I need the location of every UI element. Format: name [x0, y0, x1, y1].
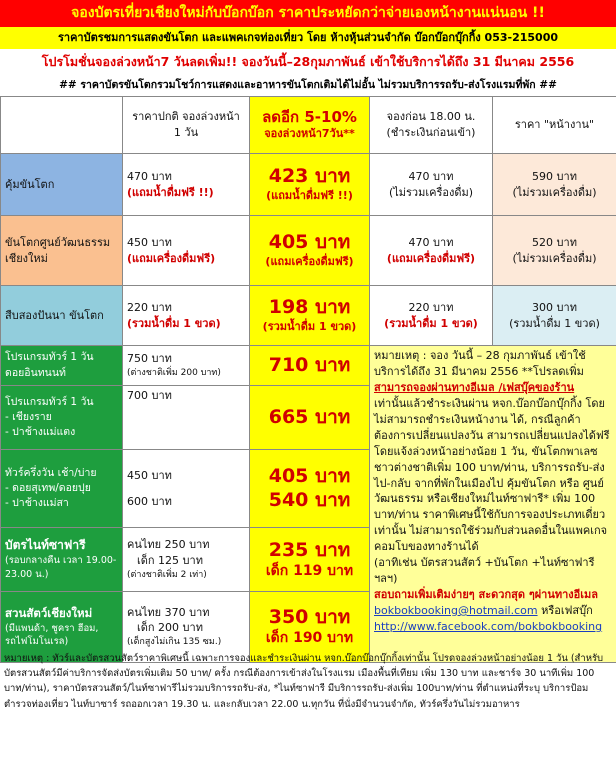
safari-promo-child: เด็ก 119 บาท: [265, 562, 354, 579]
row-promo: [250, 154, 370, 216]
email-link[interactable]: bokbokbooking@hotmail.com: [374, 604, 538, 617]
row-promo: [250, 286, 370, 346]
zoo-note: (เด็กสูงไม่เกิน 135 ซม.): [127, 637, 222, 648]
note-p5: สอบถามเพิ่มเติมง่ายๆ สะดวกสุด ๆผ่านทางอีเมล: [374, 588, 599, 602]
tour-name: [1, 450, 123, 528]
tour-normal-price: 750 บาท: [127, 352, 172, 365]
tour-name: [1, 386, 123, 450]
row-normal: [123, 154, 250, 216]
zoo-promo-child: เด็ก 190 บาท: [265, 630, 354, 647]
promo-price: 198 บาท: [268, 295, 351, 318]
tour-name-line2: - ดอยสุเทพ/ดอยปุย: [5, 481, 91, 494]
normal-price: 220 บาท: [127, 300, 172, 314]
table-header-row: [1, 97, 616, 154]
tour-promo-price: 405 บาท: [268, 464, 351, 487]
row-night: [370, 286, 493, 346]
tour-normal-price-2: 600 บาท: [127, 494, 172, 508]
table-row: [1, 286, 616, 346]
gate-price: 300 บาท: [532, 300, 577, 314]
safari-normal: [123, 528, 250, 592]
note-p3: เท่านั้นแล้วชำระเงินผ่าน หจก.บ๊อกบ๊อกบุ๊กกิ้ง โดย ไม่สามารถชำระเงินหน้างาน ได้, กรณีลูกค้าต้องการเปลี่ยนแปลงวัน สามารถเปลี่ยนแปลงได้ฟรี โดยแจ้งล่วงหน้าอย่างน้อย 1 วัน, ขันโตกพาเลซ ชาวต่างชาติเพิ่ม 100 บาท/ท่าน, บริการรถรับ-ส่ง ไป-กลับ จากที่พักในเมืองไป คุ้มขันโตก หรือ ศูนย์วัฒนธรรม หรือเชียงใหม่ไนท์ซาฟารี* เพิ่ม 100 บาท/ท่าน ราคาพิเศษนี้ใช้กับการจองประเภทเดี่ยวเท่านั้น ไม่สามารถใช้ร่วมกับส่วนลดอื่นในแพคเกจคอมโบของทางร้านได้: [374, 396, 610, 554]
header-promo: [250, 97, 370, 154]
safari-promo: [250, 528, 370, 592]
facebook-link[interactable]: http://www.facebook.com/bokbokbooking: [374, 619, 603, 633]
safari-sub: (รอบกลางคืน เวลา 19.00-23.00 น.): [5, 555, 117, 581]
row-promo: [250, 216, 370, 286]
row-name: สืบสองปันนา ขันโตก: [1, 286, 123, 346]
header-gate: ราคา "หน้างาน": [493, 97, 616, 154]
tour-normal-price: 700 บาท: [127, 389, 172, 402]
tour-name-line3: - ปาช้างแม่แตง: [5, 426, 76, 439]
safari-name: [1, 528, 123, 592]
tour-promo: [250, 386, 370, 450]
normal-note: (รวมน้ำดื่ม 1 ขวด): [127, 316, 221, 330]
header-name: [1, 97, 123, 154]
tour-promo: [250, 450, 370, 528]
tour-name: [1, 346, 123, 386]
normal-price: 450 บาท: [127, 235, 172, 249]
tour-normal: [123, 386, 250, 450]
zoo-promo-price: 350 บาท: [268, 606, 351, 629]
table-row: [1, 154, 616, 216]
banner-company: ราคาบัตรชมการแสดงขันโตก และแพคเกจท่องเที่ยว โดย ห้างหุ้นส่วนจำกัด บ๊อกบ๊อกบุ๊กกิ้ง 053-215000: [0, 27, 616, 49]
price-table: [0, 96, 616, 663]
header-promo-line1: ลดอีก 5-10%: [262, 107, 357, 126]
tour-name-line1: โปรแกรมทัวร์ 1 วัน: [5, 395, 94, 408]
normal-note: (แถมเครื่องดื่มฟรี): [127, 251, 216, 265]
tour-promo-price: 665 บาท: [268, 405, 351, 428]
row-night: [370, 154, 493, 216]
row-name: ขันโตกศูนย์วัฒนธรรมเชียงใหม่: [1, 216, 123, 286]
row-normal: [123, 286, 250, 346]
zoo-title: สวนสัตว์เชียงใหม่: [5, 605, 93, 620]
promo-note: (แถมเครื่องดื่มฟรี): [265, 255, 354, 269]
night-price: 470 บาท: [408, 235, 454, 249]
normal-note: (แถมน้ำดื่มฟรี !!): [127, 185, 214, 199]
note-p2: สามารถจองผ่านทางอีเมล /เฟสบุ๊คของร้าน: [374, 380, 575, 394]
row-gate: [493, 216, 616, 286]
night-price: 470 บาท: [408, 169, 454, 183]
night-price: 220 บาท: [408, 300, 454, 314]
tour-promo-price: 710 บาท: [268, 353, 351, 376]
tour-name-line2: - เชียงราย: [5, 410, 52, 423]
footer-note: หมายเหตุ : ทัวร์และบัตรสวนสัตว์ราคาพิเศษนี้ เฉพาะการจองและชำระเงินผ่าน หจก.บ๊อกบ๊อกบุ๊กกิ้งเท่านั้น โปรดจองล่วงหน้าอย่างน้อย 1 วัน (สำหรับบัตรสวนสัตว์มีค่าบริการจัดส่งบัตรเพิ่มเติม 50 บาท/ ครั้ง กรณีต้องการเข้าส่งในโรงแรม เมืองพื้นที่เทียม เพิ่ม 130 บาท และชาร์จ 30 นาทีเพิ่ม 100 บาท/ท่าน), ราคาบัตรสวนสัตว์/ไนท์ซาฟารีไม่รวมบริการรถรับ-ส่ง, *ไนท์ซาฟารี มีบริการรถรับ-ส่งเพิ่ม 100บาท/ท่าน ที่ตำแหน่งที่ระบุ บริการป้อมตำรวจท่องเที่ยว ไนท์บาซาร์ รถออกเวลา 19.30 น. และกลับเวลา 22.00 น.ทุกวัน ที่นั่งมีจำนวนจำกัด, ทัวร์ครึ่งวันไม่รวมอาหาร: [4, 653, 604, 710]
note-p6: หรือเฟสบุ๊ก: [541, 604, 593, 617]
note-panel: [370, 346, 616, 663]
safari-note: (ต่างชาติเพิ่ม 2 เท่า): [127, 569, 207, 580]
row-night: [370, 216, 493, 286]
tour-normal: [123, 346, 250, 386]
safari-adult: คนไทย 250 บาท: [127, 538, 210, 552]
banner-conditions: ## ราคาบัตรขันโตกรวมโชว์การแสดงและอาหารขันโตกเติมได้ไม่อั้น ไม่รวมบริการรถรับ-ส่งโรงแรมที่พัก ##: [0, 75, 616, 95]
zoo-sub: (มีแพนด้า, ชูครา ฮีอม, รถไฟโมโนเรล): [5, 622, 99, 648]
header-night: จองก่อน 18.00 น. (ชำระเงินก่อนเข้า): [370, 97, 493, 154]
normal-price: 470 บาท: [127, 169, 172, 183]
banner-promo: โปรโมชั่นจองล่วงหน้า7 วันลดเพิ่ม!! จองวันนี้–28กุมภาพันธ์ เข้าใช้บริการได้ถึง 31 มีนาคม 2556: [0, 49, 616, 75]
tour-normal: [123, 450, 250, 528]
header-promo-line2: จองล่วงหน้า7วัน**: [264, 127, 355, 141]
tour-promo-price-2: 540 บาท: [268, 488, 351, 511]
safari-promo-price: 235 บาท: [268, 538, 351, 561]
gate-price: 520 บาท: [532, 235, 577, 249]
gate-note: (ไม่รวมเครื่องดื่ม): [512, 251, 597, 265]
promo-price: 423 บาท: [268, 164, 351, 187]
tour-normal-price: 450 บาท: [127, 468, 172, 482]
night-note: (รวมน้ำดื่ม 1 ขวด): [384, 316, 478, 330]
tour-row: [1, 346, 616, 386]
row-gate: [493, 154, 616, 216]
note-p4: (อาทิเช่น บัตรสวนสัตว์ +บันโตก +ไนท์ซาฟารี ฯลฯ): [374, 556, 595, 586]
tour-name-line1: โปรแกรมทัวร์ 1 วัน: [5, 351, 94, 364]
safari-child: เด็ก 125 บาท: [137, 553, 203, 567]
promo-note: (แถมน้ำดื่มฟรี !!): [266, 189, 353, 203]
tour-name-line3: - ปาช้างแม่สา: [5, 497, 69, 510]
gate-note: (ไม่รวมเครื่องดื่ม): [512, 185, 597, 199]
table-row: [1, 216, 616, 286]
tour-promo: [250, 346, 370, 386]
tour-normal-note: (ต่างชาติเพิ่ม 200 บาท): [127, 367, 221, 378]
tour-name-line2: ดอยอินทนนท์: [5, 366, 66, 379]
row-normal: [123, 216, 250, 286]
night-note: (แถมเครื่องดื่มฟรี): [386, 251, 476, 265]
promo-note: (รวมน้ำดื่ม 1 ขวด): [262, 320, 357, 334]
safari-title: บัตรไนท์ซาฟารี: [5, 538, 86, 553]
banner-title: จองบัตรเที่ยวเชียงใหม่กับบ๊อกบ๊อก ราคาประหยัดกว่าจ่ายเองหน้างานแน่นอน !!: [0, 0, 616, 27]
row-gate: [493, 286, 616, 346]
header-normal: ราคาปกติ จองล่วงหน้า 1 วัน: [123, 97, 250, 154]
gate-note: (รวมน้ำดื่ม 1 ขวด): [509, 316, 600, 330]
night-note: (ไม่รวมเครื่องดื่ม): [388, 185, 474, 199]
gate-price: 590 บาท: [532, 169, 577, 183]
note-p1: หมายเหตุ : จอง วันนี้ – 28 กุมภาพันธ์ เข้าใช้บริการได้ถึง 31 มีนาคม 2556 **โปรลดเพิ่ม: [374, 349, 586, 378]
zoo-child: เด็ก 200 บาท: [137, 621, 203, 635]
promo-price: 405 บาท: [268, 230, 351, 253]
zoo-adult: คนไทย 370 บาท: [127, 605, 210, 619]
tour-name-line1: ทัวร์ครึ่งวัน เช้า/บ่าย: [5, 466, 97, 479]
row-name: คุ้มขันโตก: [1, 154, 123, 216]
